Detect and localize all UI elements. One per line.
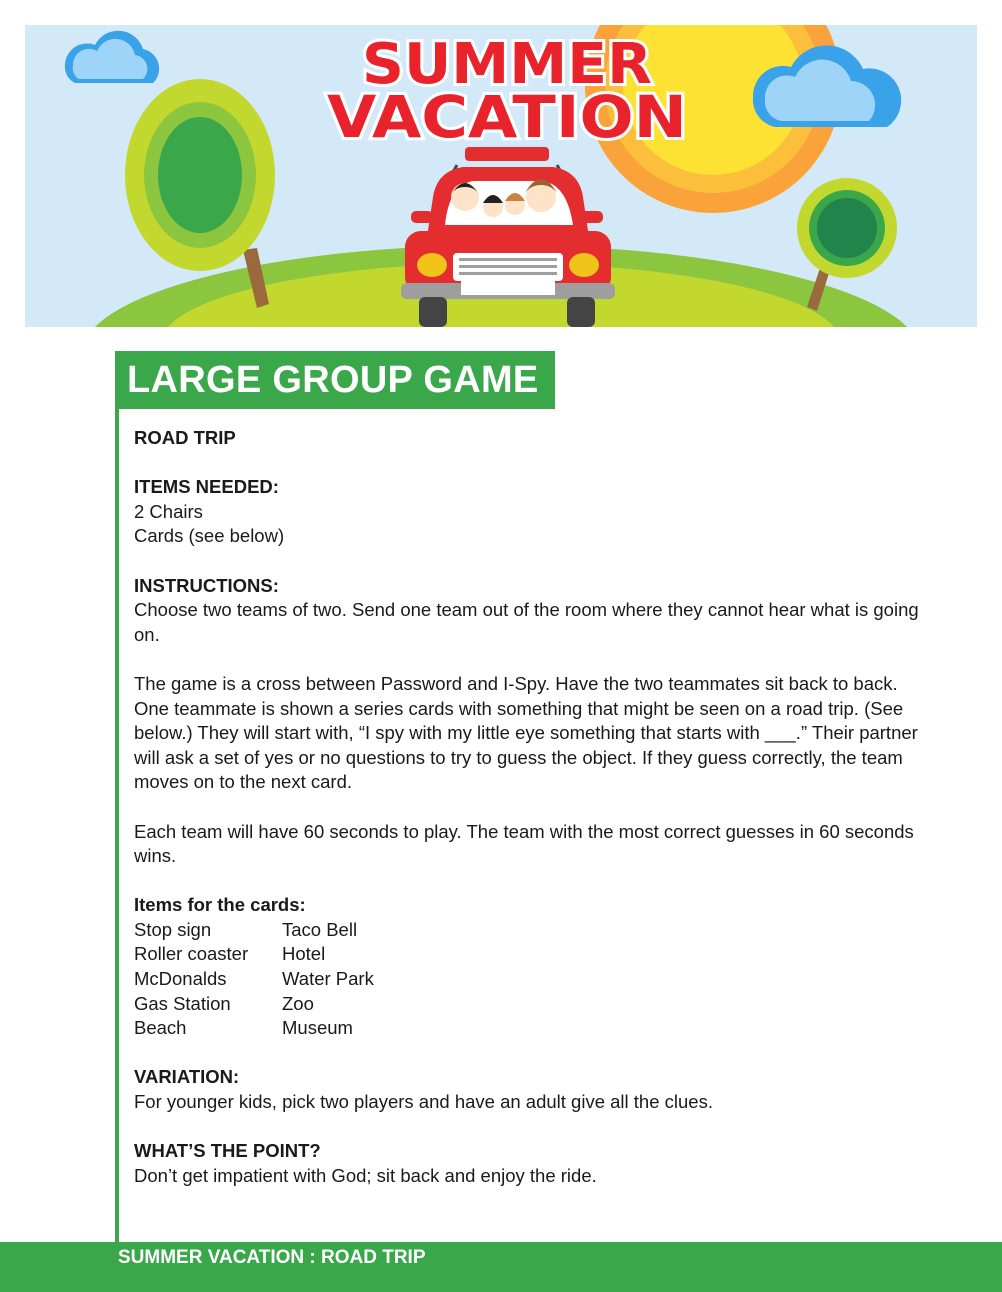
variation-text: For younger kids, pick two players and have an adult give all the clues. [134,1091,713,1113]
list-item: Roller coaster Hotel [134,943,326,965]
cards-list [134,918,374,1041]
point-heading: WHAT’S THE POINT? [134,1140,321,1162]
instructions-paragraph: The game is a cross between Password and I-Spy. Have the two teammates sit back to back. One teammate is shown a series cards with something that might be seen on a road trip. (See below.) They will start with, “I spy with my little eye something that starts with ___.” Their partner will ask a set of yes or no questions to try to guess the object. If they guess correctly, the team moves on to the next card. [134,672,918,793]
cards-heading: Items for the cards: [134,894,306,916]
items-needed-item: 2 Chairs [134,500,203,522]
game-content [134,426,924,1213]
instructions-paragraph: Choose two teams of two. Send one team out of the room where they cannot hear what is going on. [134,599,919,645]
variation-heading: VARIATION: [134,1066,240,1088]
point-text: Don’t get impatient with God; sit back and enjoy the ride. [134,1164,597,1186]
instructions-paragraph: Each team will have 60 seconds to play. The team with the most correct guesses in 60 seconds wins. [134,820,914,867]
list-item: Gas Station Zoo [134,992,314,1014]
list-item: Stop sign Taco Bell [134,918,358,940]
banner-title-line1: SUMMER [362,32,652,97]
items-needed-item: Cards (see below) [134,525,285,547]
items-needed-heading: ITEMS NEEDED: [134,476,279,498]
section-heading: LARGE GROUP GAME [115,351,555,409]
section-left-rule [115,351,119,1244]
footer-bar [0,1242,1002,1292]
footer-text: SUMMER VACATION : ROAD TRIP [118,1247,426,1268]
list-item: Beach Museum [134,1017,353,1039]
header-banner [25,25,977,327]
list-item: McDonalds Water Park [134,968,374,990]
instructions-heading: INSTRUCTIONS: [134,574,279,596]
banner-title [327,32,687,151]
game-title: ROAD TRIP [134,427,236,448]
banner-title-line2: VACATION [327,83,687,151]
